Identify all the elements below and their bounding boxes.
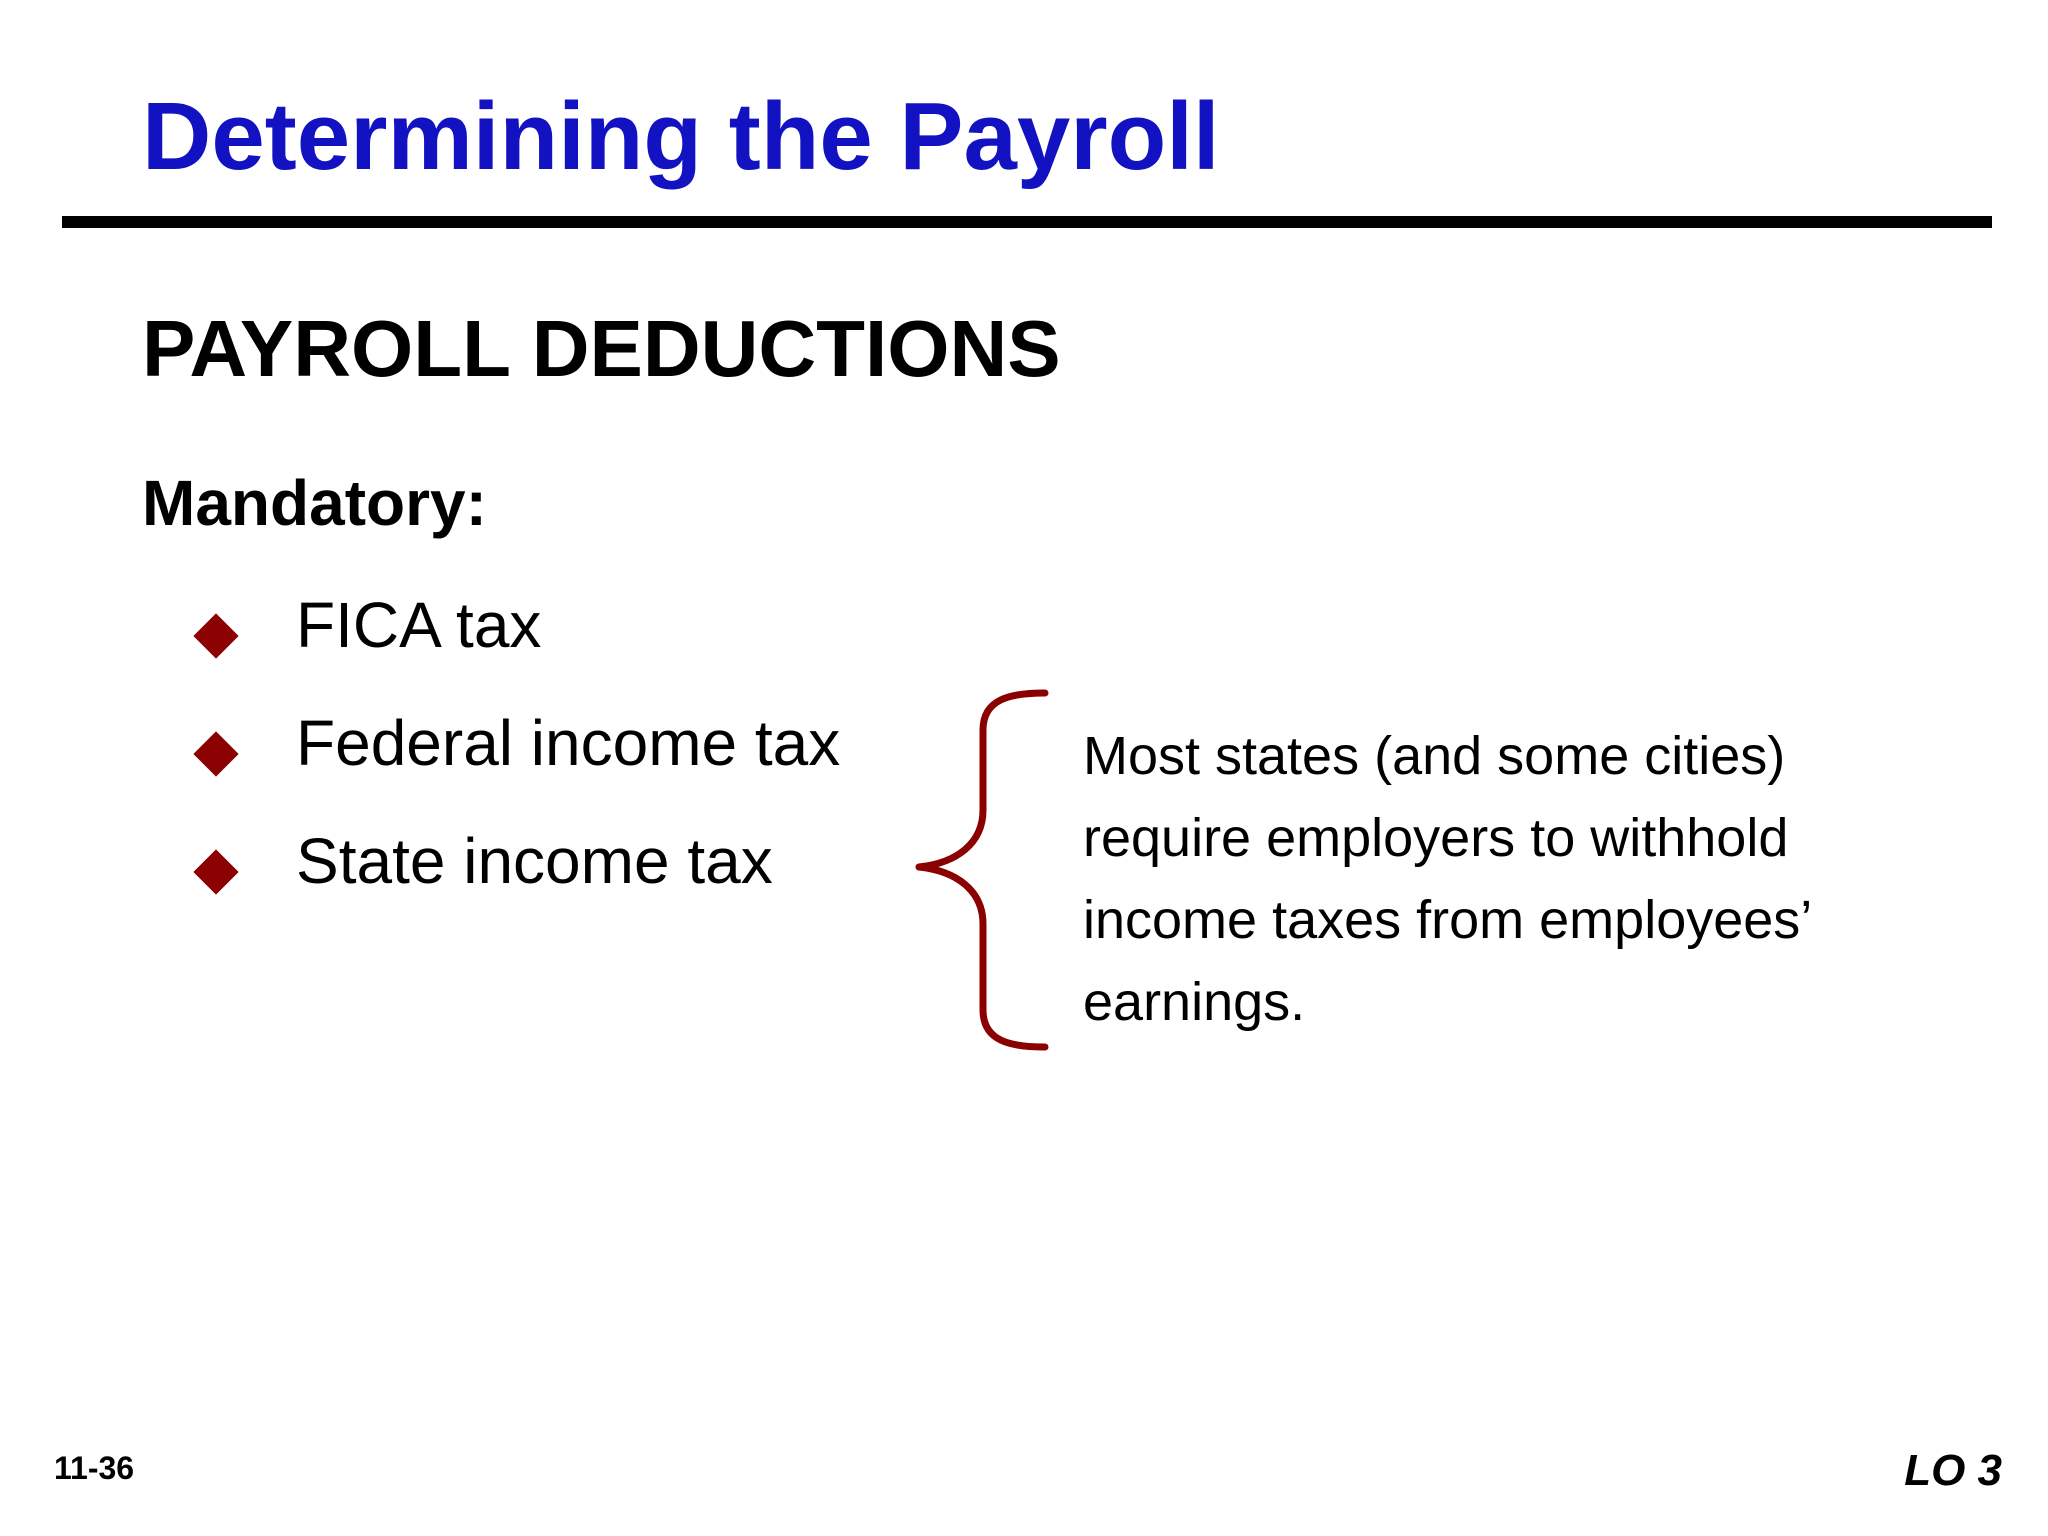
list-item-label: FICA tax — [296, 589, 542, 661]
diamond-bullet-icon — [193, 613, 238, 658]
diamond-bullet-icon — [193, 849, 238, 894]
list-item-label: Federal income tax — [296, 707, 841, 779]
learning-objective-label: LO 3 — [1904, 1446, 2002, 1495]
state-tax-note: Most states (and some cities) require employers to withhold income taxes from employees’ earnings. — [1083, 726, 1811, 1032]
slide-title: Determining the Payroll — [142, 83, 1220, 190]
mandatory-subheading: Mandatory: — [142, 467, 487, 539]
list-item-label: State income tax — [296, 825, 773, 897]
diamond-bullet-icon — [193, 731, 238, 776]
title-divider — [62, 216, 1992, 228]
left-curly-brace-icon — [915, 685, 1055, 1055]
section-heading: PAYROLL DEDUCTIONS — [142, 304, 1061, 393]
slide-number: 11-36 — [54, 1450, 135, 1486]
